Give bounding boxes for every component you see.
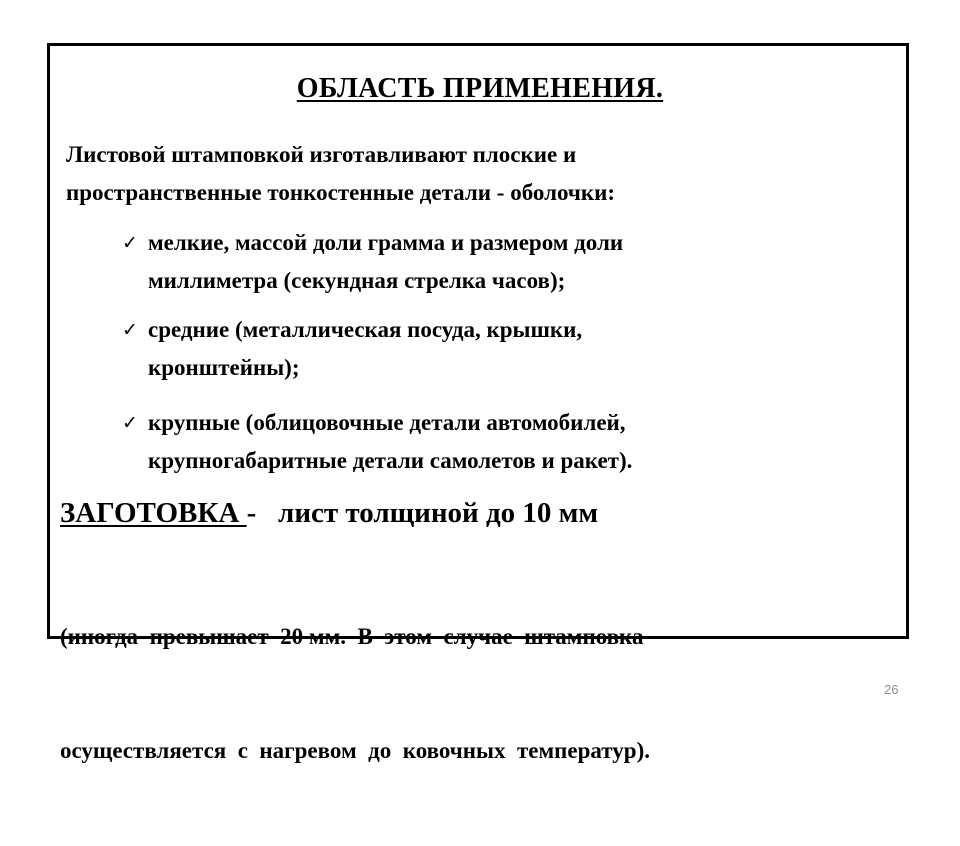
slide-title: ОБЛАСТЬ ПРИМЕНЕНИЯ.: [296, 73, 664, 104]
blank-term: ЗАГОТОВКА: [60, 497, 247, 529]
note-line-2: осуществляется с нагревом до ковочных температур).: [60, 738, 651, 763]
note-line-1: (иногда превышает 20 мм. В этом случае штамповка: [60, 624, 644, 649]
intro-line-1: Листовой штамповкой изготавливают плоские и: [66, 142, 577, 167]
page-number: 26: [884, 682, 899, 697]
bullet-line: мелкие, массой доли грамма и размером доли: [148, 230, 624, 255]
blank-text: лист толщиной до 10 мм: [278, 497, 599, 529]
bullet-item-medium: [122, 311, 582, 387]
bullet-item-small: [122, 224, 623, 300]
bullet-line: средние (металлическая посуда, крышки,: [148, 317, 583, 342]
note-paragraph: [60, 542, 650, 846]
bullet-line: миллиметра (секундная стрелка часов);: [148, 268, 566, 293]
bullet-line: крупные (облицовочные детали автомобилей,: [148, 410, 626, 435]
checkmark-icon: ✓: [122, 319, 138, 341]
blank-definition: [60, 497, 598, 530]
bullet-line: кронштейны);: [148, 355, 300, 380]
checkmark-icon: ✓: [122, 232, 138, 254]
intro-paragraph: [66, 136, 615, 212]
bullet-item-large: [122, 404, 632, 480]
intro-line-2: пространственные тонкостенные детали - оболочки:: [66, 180, 616, 205]
bullet-line: крупногабаритные детали самолетов и ракет).: [148, 448, 633, 473]
checkmark-icon: ✓: [122, 412, 138, 434]
blank-dash: -: [246, 497, 279, 529]
